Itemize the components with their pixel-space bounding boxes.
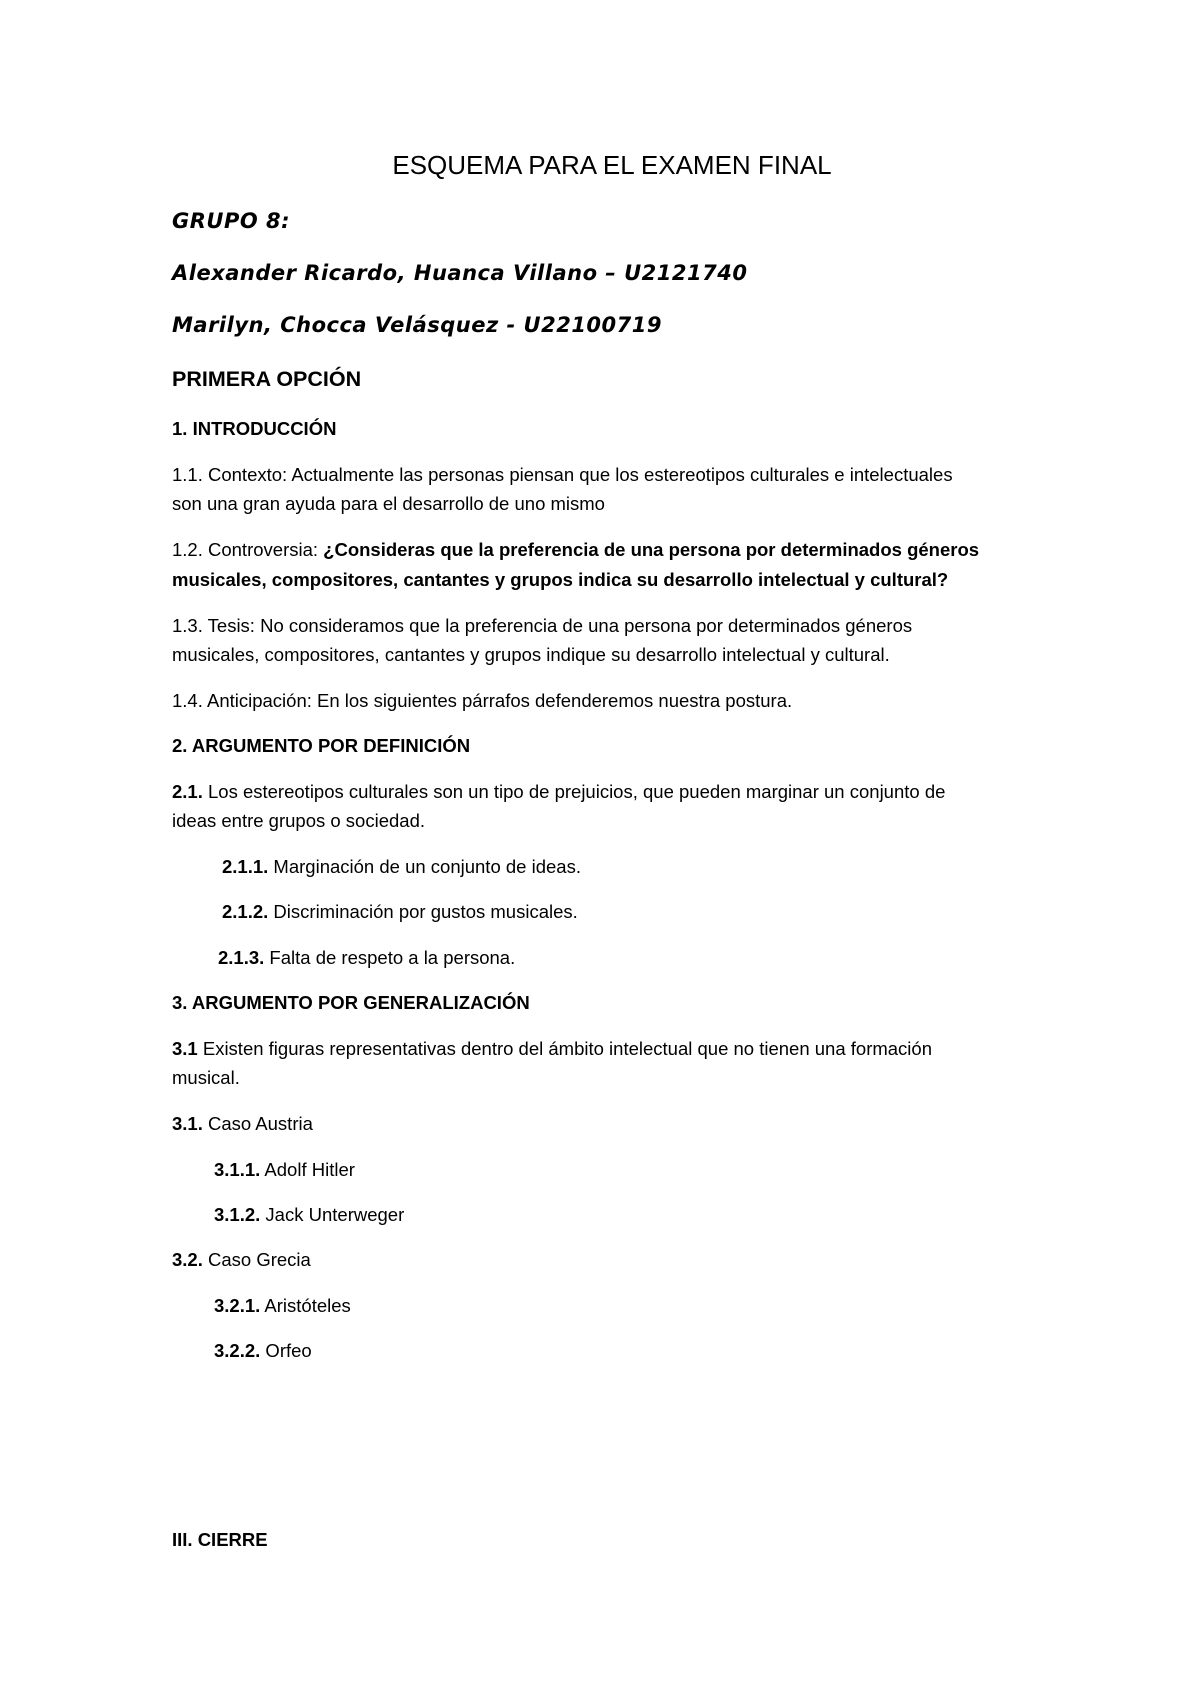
arg-def-text: Los estereotipos culturales son un tipo de prejuicios, que pueden marginar un conjunto de	[202, 781, 946, 802]
intro-heading: 1. INTRODUCCIÓN	[172, 418, 337, 439]
contexto-line-1	[172, 460, 953, 490]
group-label: GRUPO 8:	[172, 209, 291, 233]
document-title: ESQUEMA PARA EL EXAMEN FINAL	[392, 150, 832, 180]
item-number: 3.2.1.	[214, 1295, 261, 1316]
item-number: 2.1.2.	[222, 901, 269, 922]
item-number: 2.1.1.	[222, 856, 269, 877]
tesis-line-2: musicales, compositores, cantantes y grupos indique su desarrollo intelectual y cultural.	[172, 644, 890, 665]
arg-gen-paragraph-line-1	[172, 1034, 932, 1064]
item-number: 3.2.2.	[214, 1340, 261, 1361]
arg-def-heading: 2. ARGUMENTO POR DEFINICIÓN	[172, 735, 471, 756]
item-text: Aristóteles	[260, 1295, 351, 1316]
list-item	[218, 943, 515, 973]
controversia-question: ¿Consideras que la preferencia de una persona por determinados géneros	[323, 539, 980, 560]
controversia-line-1	[172, 535, 979, 565]
item-text: Falta de respeto a la persona.	[264, 947, 516, 968]
case-text: Caso Grecia	[202, 1249, 311, 1270]
case-austria	[172, 1109, 313, 1139]
case-number: 3.1.	[172, 1113, 203, 1134]
item-text: Orfeo	[260, 1340, 312, 1361]
list-item	[214, 1200, 404, 1230]
arg-def-paragraph-line-2: ideas entre grupos o sociedad.	[172, 810, 426, 831]
arg-gen-paragraph-line-2: musical.	[172, 1067, 240, 1088]
member-1: Alexander Ricardo, Huanca Villano – U2121740	[172, 261, 748, 285]
arg-gen-text: Existen figuras representativas dentro del ámbito intelectual que no tienen una formación	[197, 1038, 932, 1059]
item-text: Adolf Hitler	[260, 1159, 355, 1180]
item-number: 2.1.3.	[218, 947, 265, 968]
list-item	[214, 1155, 355, 1185]
closing-heading: III. CIERRE	[172, 1529, 268, 1550]
item-number: 3.1.2.	[214, 1204, 261, 1225]
item-number: 3.1.1.	[214, 1159, 261, 1180]
tesis-line-1: 1.3. Tesis: No consideramos que la preferencia de una persona por determinados géneros	[172, 615, 913, 636]
list-item	[222, 897, 578, 927]
case-number: 3.2.	[172, 1249, 203, 1270]
case-text: Caso Austria	[202, 1113, 313, 1134]
option-heading: PRIMERA OPCIÓN	[172, 367, 362, 391]
contexto-label: 1.1. Contexto:	[172, 464, 292, 485]
arg-gen-number: 3.1	[172, 1038, 198, 1059]
anticipacion-line: 1.4. Anticipación: En los siguientes párrafos defenderemos nuestra postura.	[172, 690, 793, 711]
case-grecia	[172, 1245, 311, 1275]
item-text: Jack Unterweger	[260, 1204, 405, 1225]
member-2: Marilyn, Chocca Velásquez - U22100719	[172, 313, 662, 337]
controversia-label: 1.2. Controversia:	[172, 539, 324, 560]
arg-def-paragraph-line-1	[172, 777, 945, 807]
list-item	[214, 1336, 312, 1366]
arg-def-number: 2.1.	[172, 781, 203, 802]
item-text: Marginación de un conjunto de ideas.	[268, 856, 581, 877]
controversia-line-2: musicales, compositores, cantantes y grupos indica su desarrollo intelectual y cultural?	[172, 569, 949, 590]
contexto-line-2: son una gran ayuda para el desarrollo de uno mismo	[172, 493, 605, 514]
arg-gen-heading: 3. ARGUMENTO POR GENERALIZACIÓN	[172, 992, 530, 1013]
contexto-text: Actualmente las personas piensan que los estereotipos culturales e intelectuales	[291, 464, 953, 485]
list-item	[222, 852, 581, 882]
item-text: Discriminación por gustos musicales.	[268, 901, 578, 922]
list-item	[214, 1291, 351, 1321]
